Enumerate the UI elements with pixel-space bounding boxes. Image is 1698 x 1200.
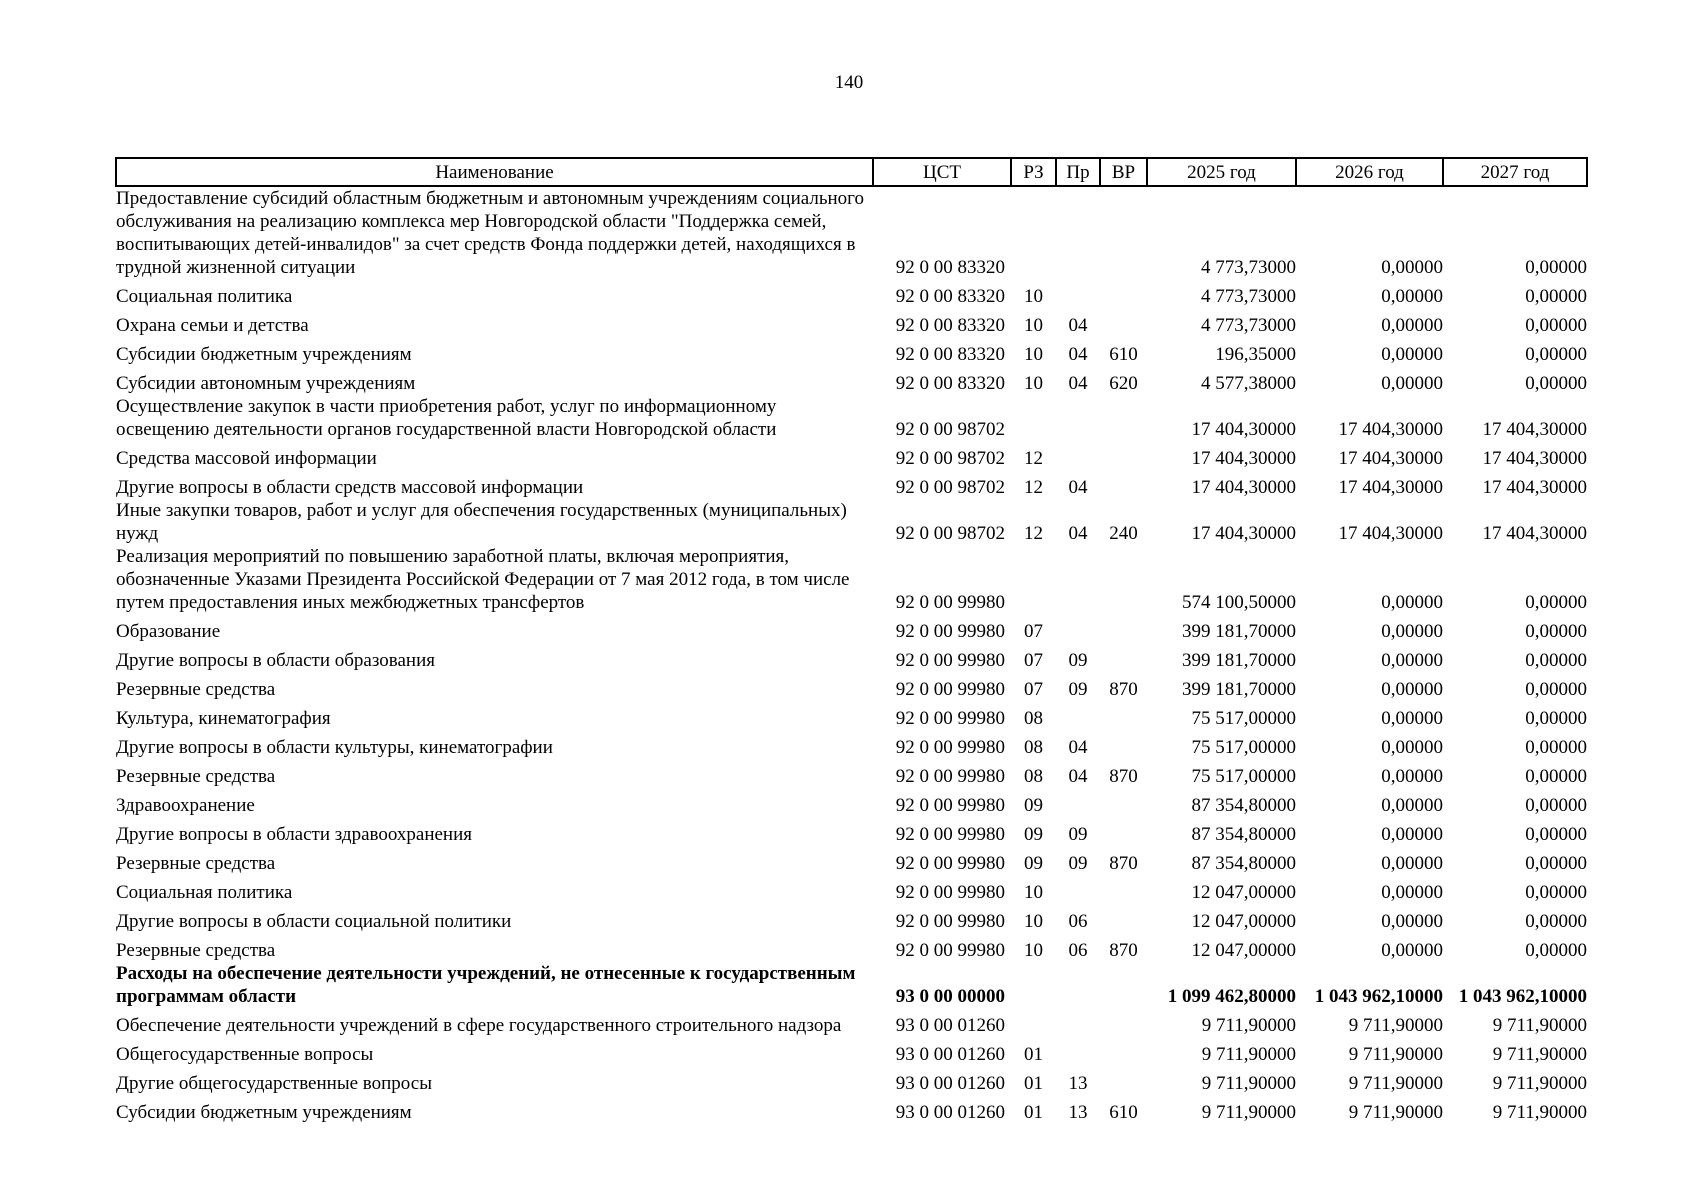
table-row bbox=[116, 788, 1587, 817]
row-cst: 92 0 00 99980 bbox=[895, 737, 1005, 758]
row-name: Резервные средства bbox=[116, 679, 276, 700]
row-rz: 10 bbox=[1024, 344, 1043, 365]
row-name: Другие вопросы в области социальной политики bbox=[116, 911, 512, 932]
table-row bbox=[116, 1008, 1587, 1037]
row-2026: 0,00000 bbox=[1381, 621, 1443, 642]
row-2025: 9 711,90000 bbox=[1201, 1015, 1296, 1036]
row-cst: 92 0 00 83320 bbox=[895, 257, 1005, 278]
row-cst: 92 0 00 99980 bbox=[895, 650, 1005, 671]
row-vr bbox=[1100, 614, 1147, 643]
table-row bbox=[116, 759, 1587, 788]
row-rz: 01 bbox=[1024, 1073, 1043, 1094]
row-2025: 17 404,30000 bbox=[1191, 448, 1296, 469]
row-rz: 12 bbox=[1024, 448, 1043, 469]
row-pr bbox=[1056, 701, 1100, 730]
row-name: Другие общегосударственные вопросы bbox=[116, 1073, 432, 1094]
row-2026: 0,00000 bbox=[1381, 344, 1443, 365]
row-rz bbox=[1011, 186, 1056, 279]
row-name: Иные закупки товаров, работ и услуг для обеспечения государственных (муниципальных) нужд bbox=[116, 500, 847, 544]
row-name: Субсидии автономным учреждениям bbox=[116, 373, 416, 394]
table-row bbox=[116, 730, 1587, 759]
row-cst: 92 0 00 99980 bbox=[895, 824, 1005, 845]
row-2026: 9 711,90000 bbox=[1348, 1044, 1443, 1065]
row-2026: 0,00000 bbox=[1381, 766, 1443, 787]
row-2027: 0,00000 bbox=[1525, 795, 1587, 816]
row-2027: 17 404,30000 bbox=[1482, 419, 1587, 440]
row-2026: 0,00000 bbox=[1381, 882, 1443, 903]
row-2027: 9 711,90000 bbox=[1492, 1015, 1587, 1036]
row-rz: 07 bbox=[1024, 621, 1043, 642]
row-rz: 09 bbox=[1024, 795, 1043, 816]
table-row bbox=[116, 366, 1587, 395]
row-2025: 87 354,80000 bbox=[1191, 824, 1296, 845]
row-name: Общегосударственные вопросы bbox=[116, 1044, 374, 1065]
row-2027: 0,00000 bbox=[1525, 373, 1587, 394]
row-name: Предоставление субсидий областным бюджетным и автономным учреждениям социального обслуживания на реализацию комплекса мер Новгородской области "Поддержка семей, воспитывающих детей-инвалидов" за счет средств Фонда поддержки детей, находящихся в трудной жизненной ситуации bbox=[116, 188, 864, 278]
row-2026: 0,00000 bbox=[1381, 373, 1443, 394]
row-pr bbox=[1056, 875, 1100, 904]
row-vr bbox=[1100, 470, 1147, 499]
row-vr bbox=[1100, 545, 1147, 614]
row-name: Охрана семьи и детства bbox=[116, 315, 309, 336]
row-vr: 620 bbox=[1109, 373, 1138, 394]
row-2027: 0,00000 bbox=[1525, 911, 1587, 932]
row-rz: 10 bbox=[1024, 286, 1043, 307]
row-2026: 17 404,30000 bbox=[1338, 523, 1443, 544]
row-2026: 17 404,30000 bbox=[1338, 448, 1443, 469]
row-vr bbox=[1100, 1008, 1147, 1037]
row-cst: 92 0 00 98702 bbox=[895, 448, 1005, 469]
row-cst: 92 0 00 83320 bbox=[895, 315, 1005, 336]
row-2027: 0,00000 bbox=[1525, 257, 1587, 278]
row-vr bbox=[1100, 904, 1147, 933]
row-rz bbox=[1011, 1008, 1056, 1037]
table-row bbox=[116, 499, 1587, 545]
row-pr bbox=[1056, 614, 1100, 643]
row-2025: 87 354,80000 bbox=[1191, 795, 1296, 816]
row-name: Социальная политика bbox=[116, 882, 293, 903]
table-row bbox=[116, 817, 1587, 846]
row-vr bbox=[1100, 875, 1147, 904]
row-name: Культура, кинематография bbox=[116, 708, 331, 729]
row-2025: 399 181,70000 bbox=[1182, 621, 1296, 642]
row-2027: 0,00000 bbox=[1525, 766, 1587, 787]
table-row bbox=[116, 846, 1587, 875]
row-vr: 240 bbox=[1109, 523, 1138, 544]
row-pr: 13 bbox=[1068, 1073, 1088, 1094]
row-cst: 92 0 00 99980 bbox=[895, 911, 1005, 932]
page-number: 140 bbox=[834, 72, 864, 93]
row-rz bbox=[1011, 545, 1056, 614]
row-cst: 93 0 00 01260 bbox=[895, 1073, 1005, 1094]
row-name: Субсидии бюджетным учреждениям bbox=[116, 1102, 412, 1123]
row-2027: 9 711,90000 bbox=[1492, 1073, 1587, 1094]
header-cst: ЦСТ bbox=[873, 158, 1011, 186]
table-row bbox=[116, 308, 1587, 337]
row-pr bbox=[1056, 395, 1100, 441]
row-2025: 4 773,73000 bbox=[1201, 257, 1296, 278]
row-cst: 92 0 00 99980 bbox=[895, 592, 1005, 613]
row-rz: 08 bbox=[1024, 737, 1043, 758]
row-vr: 610 bbox=[1109, 344, 1138, 365]
row-name: Осуществление закупок в части приобретения работ, услуг по информационному освещению деятельности органов государственной власти Новгородской области bbox=[116, 396, 777, 440]
row-rz: 12 bbox=[1024, 523, 1043, 544]
row-2027: 0,00000 bbox=[1525, 824, 1587, 845]
row-pr bbox=[1056, 186, 1100, 279]
row-pr: 04 bbox=[1068, 344, 1088, 365]
row-rz: 10 bbox=[1024, 940, 1043, 961]
row-cst: 92 0 00 83320 bbox=[895, 286, 1005, 307]
row-name: Средства массовой информации bbox=[116, 448, 377, 469]
row-pr: 04 bbox=[1068, 737, 1088, 758]
row-vr bbox=[1100, 962, 1147, 1008]
row-name: Другие вопросы в области образования bbox=[116, 650, 435, 671]
row-2026: 0,00000 bbox=[1381, 824, 1443, 845]
row-pr: 04 bbox=[1068, 477, 1088, 498]
row-2025: 17 404,30000 bbox=[1191, 477, 1296, 498]
row-name: Другие вопросы в области средств массовой информации bbox=[116, 477, 584, 498]
row-rz: 10 bbox=[1024, 315, 1043, 336]
row-2027: 9 711,90000 bbox=[1492, 1044, 1587, 1065]
row-rz: 08 bbox=[1024, 708, 1043, 729]
row-pr bbox=[1056, 788, 1100, 817]
header-name: Наименование bbox=[116, 158, 873, 186]
row-vr bbox=[1100, 1037, 1147, 1066]
row-2026: 9 711,90000 bbox=[1348, 1015, 1443, 1036]
table-row bbox=[116, 1095, 1587, 1124]
row-vr bbox=[1100, 186, 1147, 279]
row-name: Субсидии бюджетным учреждениям bbox=[116, 344, 412, 365]
row-cst: 92 0 00 99980 bbox=[895, 708, 1005, 729]
table-body bbox=[116, 186, 1587, 1124]
row-2025: 4 773,73000 bbox=[1201, 286, 1296, 307]
row-cst: 92 0 00 83320 bbox=[895, 344, 1005, 365]
table-row bbox=[116, 470, 1587, 499]
table-row bbox=[116, 875, 1587, 904]
table-row bbox=[116, 279, 1587, 308]
row-2026: 0,00000 bbox=[1381, 650, 1443, 671]
row-vr bbox=[1100, 279, 1147, 308]
row-2025: 87 354,80000 bbox=[1191, 853, 1296, 874]
row-2027: 17 404,30000 bbox=[1482, 477, 1587, 498]
row-2026: 0,00000 bbox=[1381, 679, 1443, 700]
row-rz: 08 bbox=[1024, 766, 1043, 787]
row-rz: 07 bbox=[1024, 650, 1043, 671]
row-vr bbox=[1100, 441, 1147, 470]
budget-table bbox=[115, 157, 1588, 1124]
table-row bbox=[116, 904, 1587, 933]
row-cst: 92 0 00 98702 bbox=[895, 477, 1005, 498]
table-row bbox=[116, 614, 1587, 643]
table-row bbox=[116, 962, 1587, 1008]
row-rz: 10 bbox=[1024, 882, 1043, 903]
row-2027: 0,00000 bbox=[1525, 286, 1587, 307]
row-vr bbox=[1100, 1066, 1147, 1095]
row-2025: 75 517,00000 bbox=[1191, 737, 1296, 758]
row-2026: 0,00000 bbox=[1381, 940, 1443, 961]
row-vr: 870 bbox=[1109, 853, 1138, 874]
row-2026: 0,00000 bbox=[1381, 853, 1443, 874]
row-vr bbox=[1100, 643, 1147, 672]
row-cst: 92 0 00 99980 bbox=[895, 679, 1005, 700]
row-cst: 92 0 00 99980 bbox=[895, 795, 1005, 816]
row-2025: 17 404,30000 bbox=[1191, 523, 1296, 544]
row-cst: 93 0 00 00000 bbox=[895, 986, 1005, 1007]
row-2026: 0,00000 bbox=[1381, 708, 1443, 729]
row-2027: 1 043 962,10000 bbox=[1458, 986, 1587, 1007]
row-name: Образование bbox=[116, 621, 221, 642]
row-rz bbox=[1011, 962, 1056, 1008]
row-2025: 4 773,73000 bbox=[1201, 315, 1296, 336]
row-vr bbox=[1100, 701, 1147, 730]
row-2025: 9 711,90000 bbox=[1201, 1073, 1296, 1094]
header-vr: ВР bbox=[1100, 158, 1147, 186]
row-pr: 04 bbox=[1068, 523, 1088, 544]
row-pr: 06 bbox=[1068, 911, 1088, 932]
row-2026: 17 404,30000 bbox=[1338, 419, 1443, 440]
row-2027: 0,00000 bbox=[1525, 679, 1587, 700]
row-2027: 0,00000 bbox=[1525, 650, 1587, 671]
table-row bbox=[116, 545, 1587, 614]
row-2026: 0,00000 bbox=[1381, 592, 1443, 613]
row-rz: 12 bbox=[1024, 477, 1043, 498]
row-2027: 0,00000 bbox=[1525, 853, 1587, 874]
table-row bbox=[116, 441, 1587, 470]
row-vr bbox=[1100, 788, 1147, 817]
table-row bbox=[116, 701, 1587, 730]
row-vr: 870 bbox=[1109, 679, 1138, 700]
row-cst: 92 0 00 98702 bbox=[895, 523, 1005, 544]
row-2025: 399 181,70000 bbox=[1182, 679, 1296, 700]
row-2027: 9 711,90000 bbox=[1492, 1102, 1587, 1123]
row-pr: 09 bbox=[1068, 853, 1088, 874]
row-pr: 04 bbox=[1068, 315, 1088, 336]
row-cst: 92 0 00 99980 bbox=[895, 882, 1005, 903]
table-row bbox=[116, 672, 1587, 701]
header-pr: Пр bbox=[1056, 158, 1100, 186]
row-name: Социальная политика bbox=[116, 286, 293, 307]
row-cst: 92 0 00 99980 bbox=[895, 940, 1005, 961]
row-2025: 12 047,00000 bbox=[1191, 911, 1296, 932]
row-cst: 93 0 00 01260 bbox=[895, 1044, 1005, 1065]
row-2026: 0,00000 bbox=[1381, 795, 1443, 816]
row-2026: 0,00000 bbox=[1381, 257, 1443, 278]
row-name: Резервные средства bbox=[116, 940, 276, 961]
header-2027: 2027 год bbox=[1443, 158, 1587, 186]
row-2025: 1 099 462,80000 bbox=[1167, 986, 1296, 1007]
row-vr bbox=[1100, 817, 1147, 846]
row-2025: 12 047,00000 bbox=[1191, 940, 1296, 961]
row-2025: 4 577,38000 bbox=[1201, 373, 1296, 394]
row-name: Здравоохранение bbox=[116, 795, 255, 816]
row-name: Расходы на обеспечение деятельности учреждений, не отнесенные к государственным программам области bbox=[116, 963, 856, 1007]
row-pr: 09 bbox=[1068, 650, 1088, 671]
row-pr bbox=[1056, 441, 1100, 470]
row-2025: 12 047,00000 bbox=[1191, 882, 1296, 903]
row-2027: 0,00000 bbox=[1525, 621, 1587, 642]
row-2027: 0,00000 bbox=[1525, 592, 1587, 613]
row-cst: 93 0 00 01260 bbox=[895, 1015, 1005, 1036]
row-vr bbox=[1100, 395, 1147, 441]
row-2027: 17 404,30000 bbox=[1482, 523, 1587, 544]
header-2025: 2025 год bbox=[1147, 158, 1296, 186]
row-pr bbox=[1056, 279, 1100, 308]
row-2025: 9 711,90000 bbox=[1201, 1102, 1296, 1123]
row-2025: 75 517,00000 bbox=[1191, 766, 1296, 787]
table-row bbox=[116, 643, 1587, 672]
row-2027: 0,00000 bbox=[1525, 344, 1587, 365]
row-vr bbox=[1100, 308, 1147, 337]
row-2026: 1 043 962,10000 bbox=[1314, 986, 1443, 1007]
row-name: Другие вопросы в области здравоохранения bbox=[116, 824, 473, 845]
row-vr: 610 bbox=[1109, 1102, 1138, 1123]
row-rz: 01 bbox=[1024, 1044, 1043, 1065]
row-pr bbox=[1056, 1008, 1100, 1037]
row-2027: 17 404,30000 bbox=[1482, 448, 1587, 469]
row-2025: 399 181,70000 bbox=[1182, 650, 1296, 671]
row-rz bbox=[1011, 395, 1056, 441]
row-cst: 93 0 00 01260 bbox=[895, 1102, 1005, 1123]
row-2027: 0,00000 bbox=[1525, 882, 1587, 903]
row-2025: 196,35000 bbox=[1215, 344, 1296, 365]
header-2026: 2026 год bbox=[1296, 158, 1443, 186]
row-rz: 01 bbox=[1024, 1102, 1043, 1123]
row-name: Резервные средства bbox=[116, 853, 276, 874]
row-pr: 09 bbox=[1068, 824, 1088, 845]
row-2027: 0,00000 bbox=[1525, 315, 1587, 336]
row-2025: 9 711,90000 bbox=[1201, 1044, 1296, 1065]
row-vr bbox=[1100, 730, 1147, 759]
row-2026: 9 711,90000 bbox=[1348, 1102, 1443, 1123]
row-2026: 0,00000 bbox=[1381, 737, 1443, 758]
row-2025: 574 100,50000 bbox=[1182, 592, 1296, 613]
row-cst: 92 0 00 99980 bbox=[895, 853, 1005, 874]
row-2026: 0,00000 bbox=[1381, 911, 1443, 932]
row-cst: 92 0 00 99980 bbox=[895, 766, 1005, 787]
table-row bbox=[116, 1066, 1587, 1095]
row-2026: 0,00000 bbox=[1381, 286, 1443, 307]
row-2025: 75 517,00000 bbox=[1191, 708, 1296, 729]
row-name: Другие вопросы в области культуры, кинематографии bbox=[116, 737, 553, 758]
row-rz: 10 bbox=[1024, 373, 1043, 394]
row-2026: 9 711,90000 bbox=[1348, 1073, 1443, 1094]
row-name: Реализация мероприятий по повышению заработной платы, включая мероприятия, обозначенные Указами Президента Российской Федерации от 7 мая 2012 года, в том числе путем предоставления иных межбюджетных трансфертов bbox=[116, 546, 850, 613]
row-vr: 870 bbox=[1109, 940, 1138, 961]
row-pr: 04 bbox=[1068, 766, 1088, 787]
row-2027: 0,00000 bbox=[1525, 708, 1587, 729]
row-cst: 92 0 00 98702 bbox=[895, 419, 1005, 440]
row-2026: 0,00000 bbox=[1381, 315, 1443, 336]
table-row bbox=[116, 186, 1587, 279]
row-rz: 10 bbox=[1024, 911, 1043, 932]
table-header bbox=[116, 158, 1587, 186]
header-rz: РЗ bbox=[1011, 158, 1056, 186]
row-rz: 09 bbox=[1024, 824, 1043, 845]
row-pr: 09 bbox=[1068, 679, 1088, 700]
row-vr: 870 bbox=[1109, 766, 1138, 787]
row-pr: 04 bbox=[1068, 373, 1088, 394]
row-cst: 92 0 00 83320 bbox=[895, 373, 1005, 394]
row-pr bbox=[1056, 1037, 1100, 1066]
table-row bbox=[116, 395, 1587, 441]
row-name: Обеспечение деятельности учреждений в сфере государственного строительного надзора bbox=[116, 1015, 842, 1036]
row-2027: 0,00000 bbox=[1525, 940, 1587, 961]
row-pr: 06 bbox=[1068, 940, 1088, 961]
table-row bbox=[116, 933, 1587, 962]
row-pr: 13 bbox=[1068, 1102, 1088, 1123]
table-row bbox=[116, 337, 1587, 366]
row-pr bbox=[1056, 545, 1100, 614]
row-2026: 17 404,30000 bbox=[1338, 477, 1443, 498]
row-2025: 17 404,30000 bbox=[1191, 419, 1296, 440]
row-pr bbox=[1056, 962, 1100, 1008]
table-row bbox=[116, 1037, 1587, 1066]
row-name: Резервные средства bbox=[116, 766, 276, 787]
row-rz: 09 bbox=[1024, 853, 1043, 874]
row-2027: 0,00000 bbox=[1525, 737, 1587, 758]
row-cst: 92 0 00 99980 bbox=[895, 621, 1005, 642]
row-rz: 07 bbox=[1024, 679, 1043, 700]
header-row bbox=[116, 158, 1587, 186]
